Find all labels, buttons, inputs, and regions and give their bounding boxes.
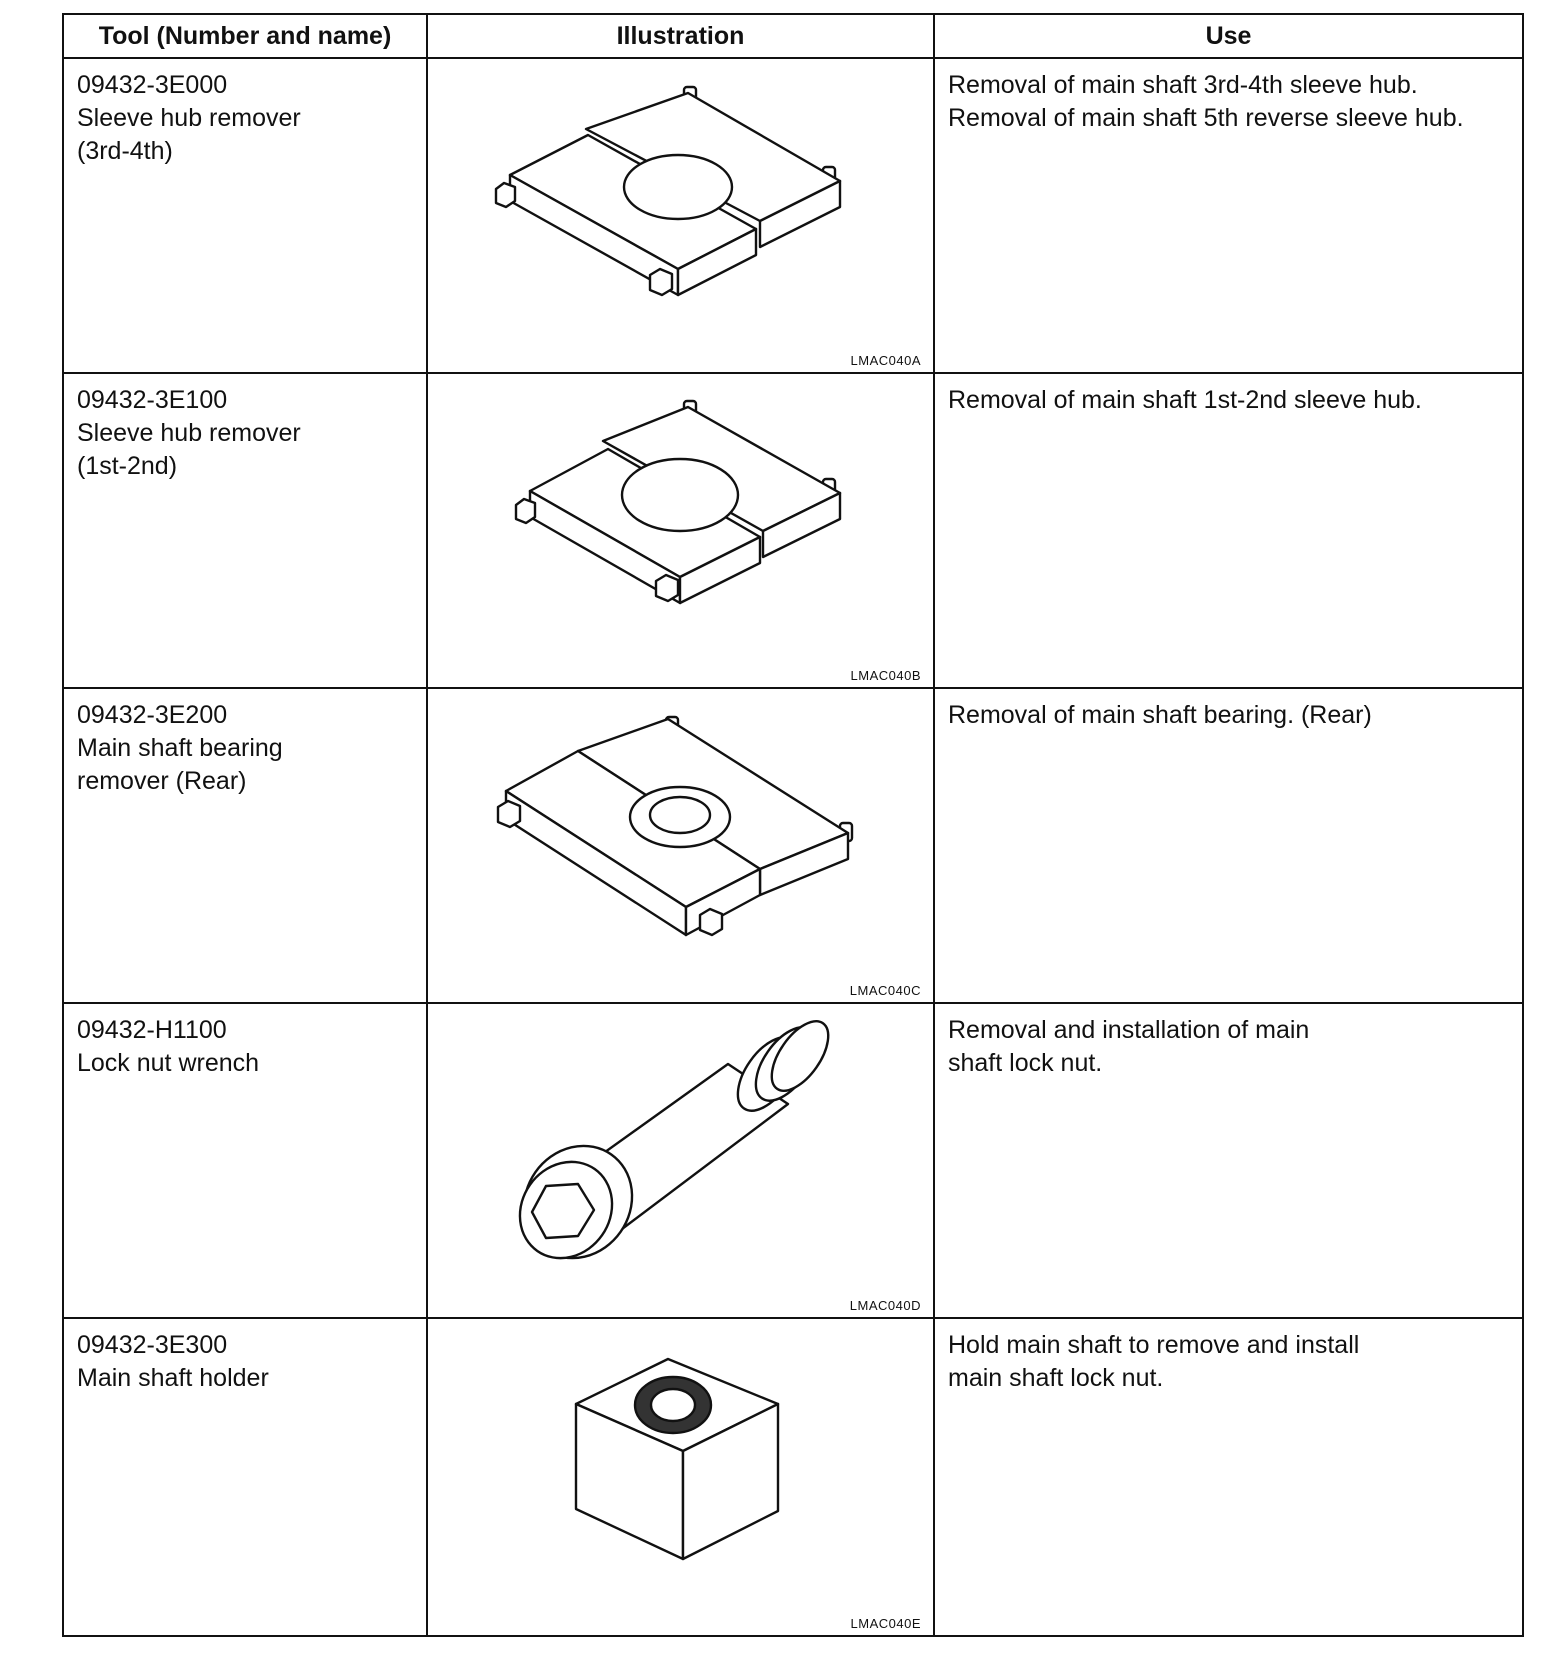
figure-code: LMAC040C [849, 983, 921, 998]
tool-number: 09432-3E000 [77, 71, 228, 99]
use-line: Removal of main shaft bearing. (Rear) [948, 701, 1372, 729]
sleeve-hub-remover-icon [428, 374, 933, 687]
figure-code: LMAC040A [850, 353, 921, 368]
tool-name-line: Sleeve hub remover [77, 104, 301, 132]
table-row [63, 1003, 1523, 1318]
figure-code: LMAC040E [850, 1616, 921, 1631]
use-cell [934, 688, 1523, 1003]
bearing-remover-icon [428, 689, 933, 1002]
use-line: main shaft lock nut. [948, 1364, 1164, 1392]
tool-name-line: Main shaft bearing [77, 734, 283, 762]
use-cell [934, 1318, 1523, 1636]
header-illustration: Illustration [427, 14, 934, 58]
figure-code: LMAC040D [849, 1298, 921, 1313]
use-cell [934, 58, 1523, 373]
header-use: Use [934, 14, 1523, 58]
table-row [63, 58, 1523, 373]
lock-nut-wrench-icon [428, 1004, 933, 1317]
tool-cell [63, 373, 427, 688]
table-header-row [63, 14, 1523, 58]
header-tool: Tool (Number and name) [63, 14, 427, 58]
tool-name-line: Lock nut wrench [77, 1049, 260, 1077]
table-row [63, 688, 1523, 1003]
sleeve-hub-remover-icon [428, 59, 933, 372]
use-line: Removal and installation of main [948, 1016, 1310, 1044]
tool-cell [63, 58, 427, 373]
tool-cell [63, 1003, 427, 1318]
shaft-holder-icon [428, 1319, 933, 1635]
tool-number: 09432-3E200 [77, 701, 228, 729]
special-tools-table [62, 13, 1524, 1637]
table-row [63, 373, 1523, 688]
use-line: Hold main shaft to remove and install [948, 1331, 1360, 1359]
figure-code: LMAC040B [850, 668, 921, 683]
tool-cell [63, 1318, 427, 1636]
illustration-cell [427, 688, 934, 1003]
use-cell [934, 1003, 1523, 1318]
use-line: Removal of main shaft 3rd-4th sleeve hub. [948, 71, 1418, 99]
tool-name-line: remover (Rear) [77, 767, 247, 795]
tool-name-line: Sleeve hub remover [77, 419, 301, 447]
tool-name-line: (1st-2nd) [77, 452, 178, 480]
tool-name-line: (3rd-4th) [77, 137, 173, 165]
illustration-cell [427, 58, 934, 373]
table-row [63, 1318, 1523, 1636]
tool-number: 09432-3E100 [77, 386, 228, 414]
use-line: Removal of main shaft 1st-2nd sleeve hub. [948, 386, 1422, 414]
use-line: shaft lock nut. [948, 1049, 1103, 1077]
tool-name-line: Main shaft holder [77, 1364, 269, 1392]
tool-number: 09432-3E300 [77, 1331, 228, 1359]
use-cell [934, 373, 1523, 688]
illustration-cell [427, 1003, 934, 1318]
illustration-cell [427, 1318, 934, 1636]
illustration-cell [427, 373, 934, 688]
tool-cell [63, 688, 427, 1003]
use-line: Removal of main shaft 5th reverse sleeve hub. [948, 104, 1464, 132]
tool-number: 09432-H1100 [77, 1016, 227, 1044]
